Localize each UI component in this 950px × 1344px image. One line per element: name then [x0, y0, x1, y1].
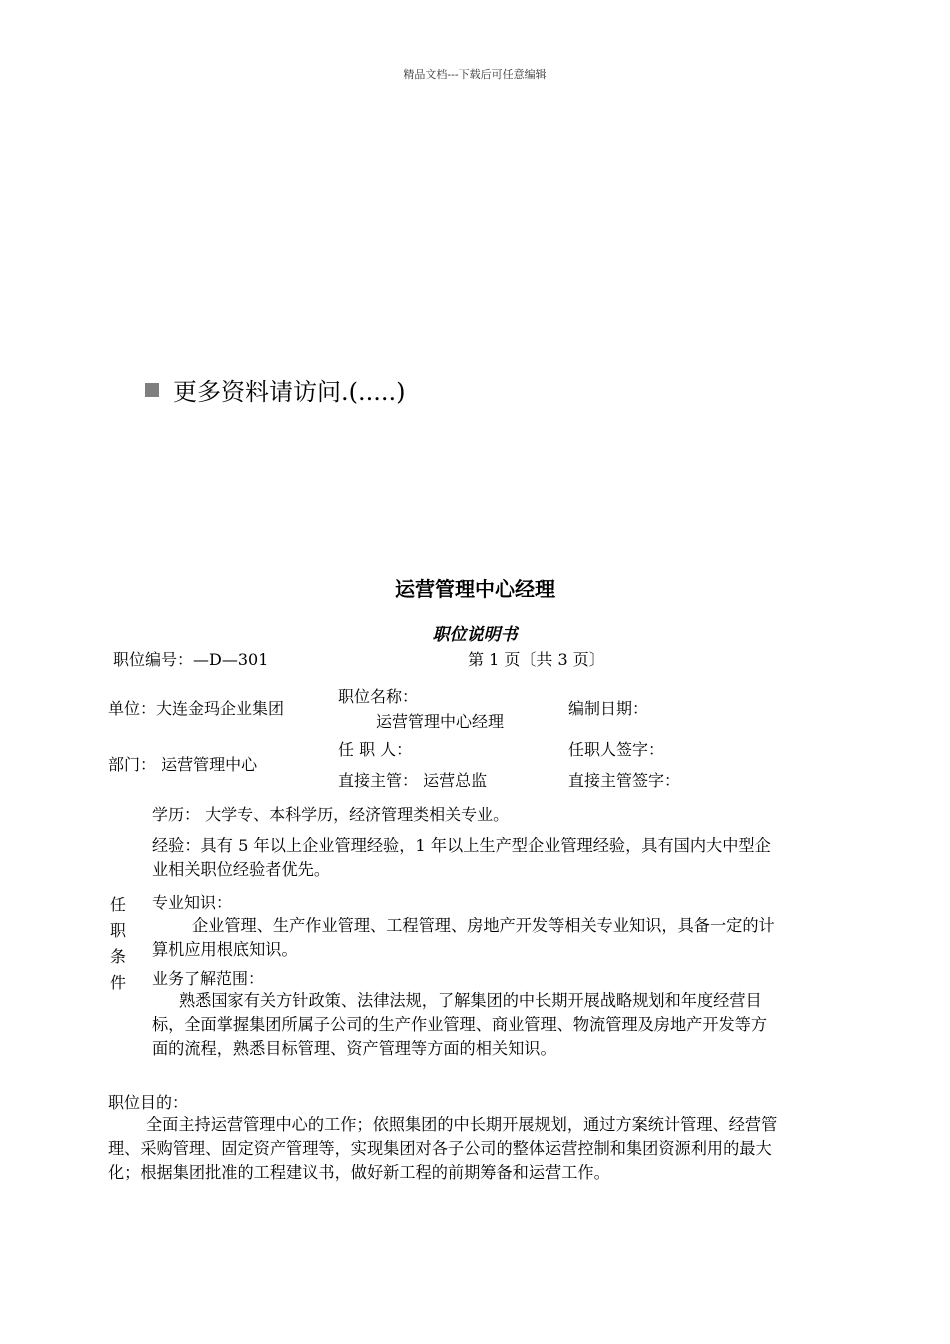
page-number: 第 1 页〔共 3 页〕	[468, 650, 605, 669]
side-label-char: 任	[110, 895, 127, 914]
department-field: 部门： 运营管理中心	[108, 755, 258, 774]
education-line: 学历： 大学专、本科学历，经济管理类相关专业。	[152, 805, 510, 824]
knowledge-label: 专业知识：	[152, 893, 233, 912]
position-name-label: 职位名称：	[338, 687, 419, 706]
business-scope-paragraph: 熟悉国家有关方针政策、法律法规，了解集团的中长期开展战略规划和年度经营目标，全面掌握集团所属子公司的生产作业管理、商业管理、物流管理及房地产开发等方面的流程，熟悉目标管理、资产管理等方面的相关知识。	[152, 991, 768, 1058]
position-name-value: 运营管理中心经理	[376, 712, 505, 731]
purpose-label: 职位目的：	[108, 1093, 189, 1112]
promo-text: 更多资料请访问.(.....)	[173, 378, 406, 406]
knowledge-paragraph: 企业管理、生产作业管理、工程管理、房地产开发等相关专业知识，具备一定的计算机应用根底知识。	[152, 916, 775, 959]
supervisor-field: 直接主管： 运营总监	[338, 771, 488, 790]
experience-paragraph: 经验：具有 5 年以上企业管理经验，1 年以上生产型企业管理经验，具有国内大中型企业相关职位经验者优先。	[152, 836, 771, 879]
side-label-char: 职	[110, 921, 127, 940]
supervisor-signature-label: 直接主管签字：	[568, 771, 681, 790]
document-title: 运营管理中心经理	[395, 577, 555, 601]
purpose-paragraph: 全面主持运营管理中心的工作；依照集团的中长期开展规划，通过方案统计管理、经营管理、采购管理、固定资产管理等，实现集团对各子公司的整体运营控制和集团资源利用的最大化；根据集团批准的工程建议书，做好新工程的前期筹备和运营工作。	[108, 1115, 778, 1182]
date-label: 编制日期：	[568, 699, 649, 718]
business-scope-label: 业务了解范围：	[152, 969, 265, 988]
holder-signature-label: 任职人签字：	[568, 740, 665, 759]
position-code: 职位编号：—D—301	[113, 650, 269, 669]
qualification-side-label	[110, 892, 130, 996]
promo-line	[145, 372, 406, 407]
side-label-char: 件	[110, 973, 127, 992]
document-subtitle: 职位说明书	[432, 625, 518, 645]
header-note: 精品文档---下载后可任意编辑	[403, 68, 547, 81]
holder-label: 任 职 人：	[338, 740, 413, 759]
unit-field: 单位：大连金玛企业集团	[108, 699, 285, 718]
side-label-char: 条	[110, 947, 127, 966]
square-bullet-icon	[145, 383, 159, 397]
